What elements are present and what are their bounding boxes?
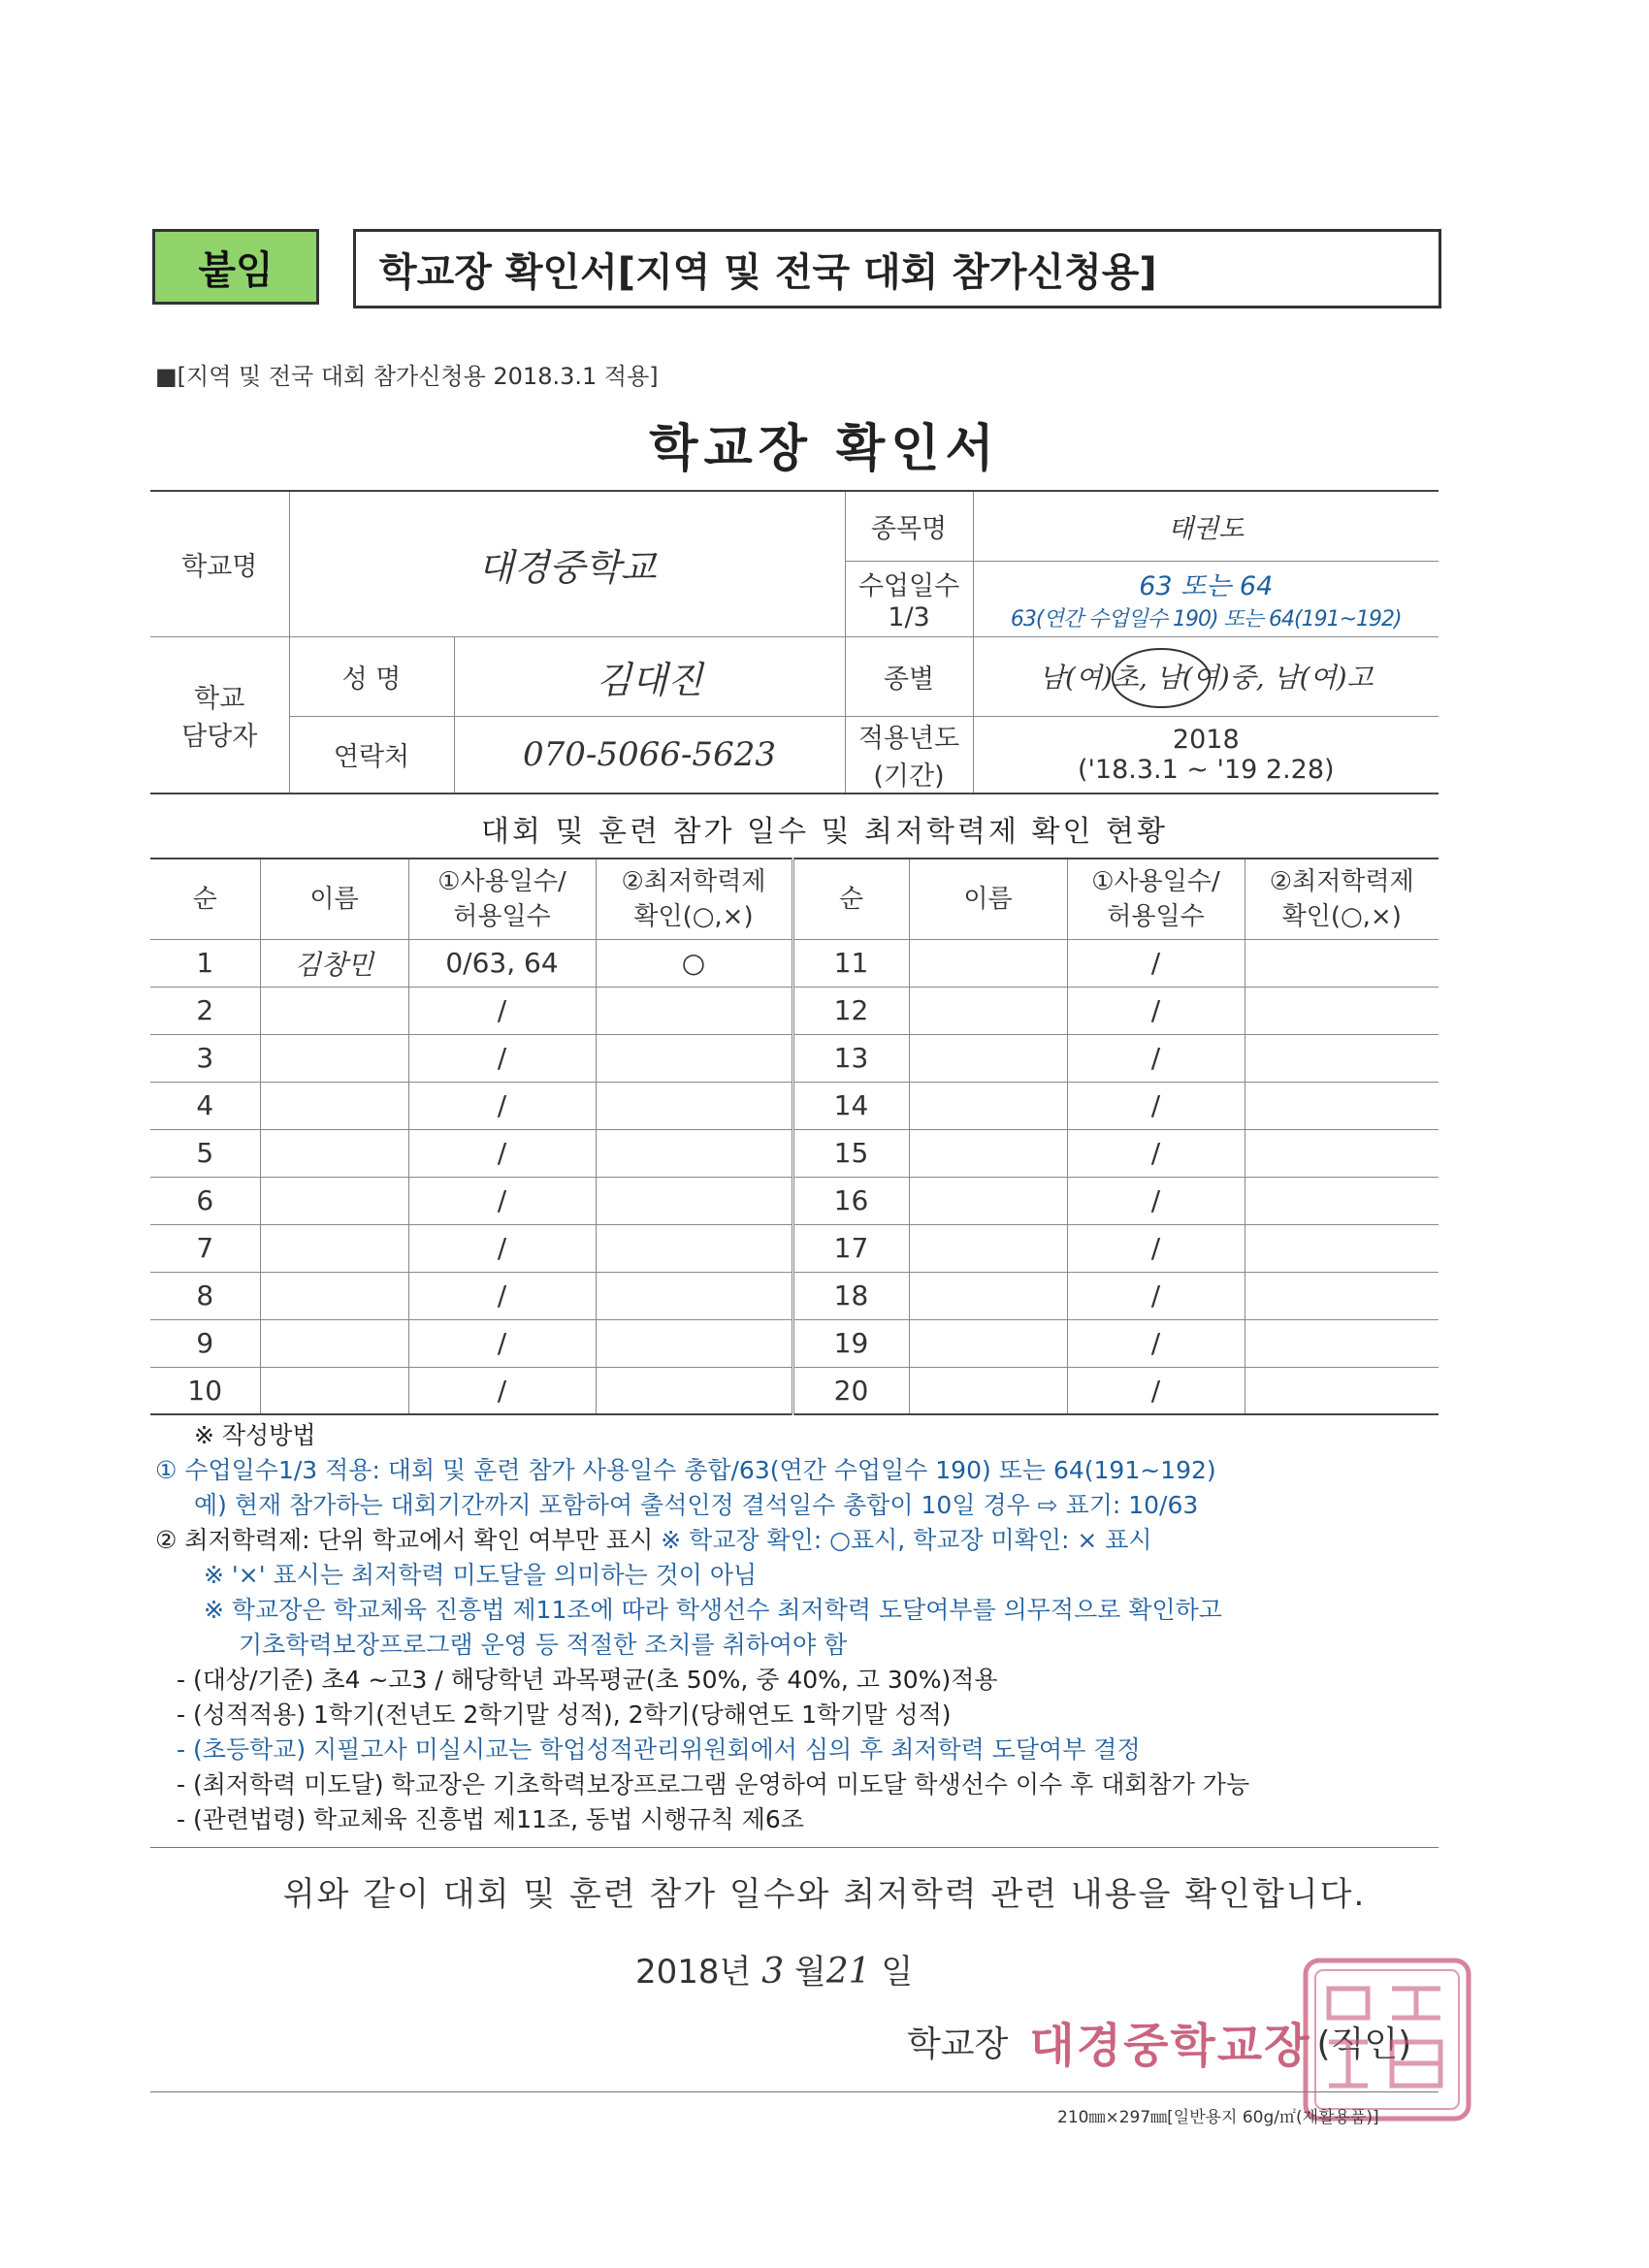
attachment-badge: 붙임 bbox=[152, 229, 319, 305]
year-label: 적용년도 (기간) bbox=[845, 716, 973, 794]
principal-school-stamp: 대경중학교장 bbox=[1029, 2019, 1311, 2073]
contact-group-label: 학교 담당자 bbox=[150, 636, 289, 794]
divider bbox=[150, 2091, 1439, 2092]
row-days: / bbox=[408, 987, 596, 1034]
header-check: ②최저학력제 확인(○,×) bbox=[1245, 859, 1439, 939]
year-value: 2018 ('18.3.1 ~ '19 2.28) bbox=[973, 716, 1439, 794]
table-row bbox=[150, 1272, 1439, 1319]
header-name: 이름 bbox=[909, 859, 1067, 939]
row-name bbox=[909, 1082, 1067, 1129]
row-days: / bbox=[408, 1367, 596, 1414]
row-name bbox=[260, 1129, 408, 1177]
participation-title: 대회 및 훈련 참가 일수 및 최저학력제 확인 현황 bbox=[481, 815, 1168, 849]
row-check bbox=[1245, 1224, 1439, 1272]
table-row bbox=[150, 1224, 1439, 1272]
category-label: 종별 bbox=[845, 636, 973, 716]
row-check bbox=[1245, 1082, 1439, 1129]
row-no: 7 bbox=[150, 1224, 260, 1272]
instruction-line: - (대상/기준) 초4 ~고3 / 해당학년 과목평균(초 50%, 중 40%, 고 30%)적용 bbox=[177, 1666, 998, 1694]
row-name bbox=[909, 1272, 1067, 1319]
row-name bbox=[909, 1129, 1067, 1177]
row-check: ○ bbox=[596, 939, 792, 987]
days-value: 63 또는 64 63(연간 수업일수 190) 또는 64(191~192) bbox=[973, 561, 1439, 636]
row-check bbox=[596, 1319, 792, 1367]
event-value: 태권도 bbox=[973, 491, 1439, 561]
row-check bbox=[596, 1224, 792, 1272]
row-days: / bbox=[408, 1272, 596, 1319]
instruction-line: ① 수업일수1/3 적용: 대회 및 훈련 참가 사용일수 총합/63(연간 수업일수 190) 또는 64(191~192) bbox=[155, 1456, 1216, 1484]
name-label: 성 명 bbox=[289, 636, 454, 716]
header-days: ①사용일수/ 허용일수 bbox=[1067, 859, 1245, 939]
header-no: 순 bbox=[150, 859, 260, 939]
circle-mark-icon bbox=[1108, 645, 1214, 711]
row-name bbox=[260, 1177, 408, 1224]
row-name bbox=[260, 1082, 408, 1129]
school-value: 대경중학교 bbox=[289, 491, 845, 636]
row-name bbox=[909, 1319, 1067, 1367]
instructions-heading: ※ 작성방법 bbox=[194, 1421, 316, 1449]
row-days: / bbox=[1067, 1034, 1245, 1082]
row-name bbox=[260, 1319, 408, 1367]
participation-table bbox=[150, 858, 1439, 1415]
header-name: 이름 bbox=[260, 859, 408, 939]
row-name bbox=[909, 1034, 1067, 1082]
row-name bbox=[260, 987, 408, 1034]
confirmation-text: 위와 같이 대회 및 훈련 참가 일수와 최저학력 관련 내용을 확인합니다. bbox=[282, 1875, 1367, 1914]
row-check bbox=[1245, 1319, 1439, 1367]
form-title: 학교장 확인서 bbox=[649, 420, 1000, 478]
divider bbox=[150, 1847, 1439, 1848]
row-check bbox=[1245, 939, 1439, 987]
row-no: 9 bbox=[150, 1319, 260, 1367]
row-no: 4 bbox=[150, 1082, 260, 1129]
row-days: / bbox=[408, 1034, 596, 1082]
header-days: ①사용일수/ 허용일수 bbox=[408, 859, 596, 939]
row-name bbox=[909, 987, 1067, 1034]
row-no: 5 bbox=[150, 1129, 260, 1177]
row-days: / bbox=[408, 1319, 596, 1367]
row-days: / bbox=[1067, 1129, 1245, 1177]
row-no: 11 bbox=[792, 939, 909, 987]
instruction-line: - (관련법령) 학교체육 진흥법 제11조, 동법 시행규칙 제6조 bbox=[177, 1805, 804, 1833]
row-check bbox=[596, 987, 792, 1034]
row-days: / bbox=[1067, 1082, 1245, 1129]
school-label: 학교명 bbox=[150, 491, 289, 636]
row-no: 18 bbox=[792, 1272, 909, 1319]
instruction-line: ※ 학교장은 학교체육 진흥법 제11조에 따라 학생선수 최저학력 도달여부를 의무적으로 확인하고 bbox=[204, 1596, 1222, 1624]
row-days: / bbox=[408, 1177, 596, 1224]
instruction-line: - (초등학교) 지필고사 미실시교는 학업성적관리위원회에서 심의 후 최저학력 도달여부 결정 bbox=[177, 1735, 1141, 1764]
table-row bbox=[150, 1082, 1439, 1129]
table-row bbox=[150, 1034, 1439, 1082]
row-days: / bbox=[1067, 1177, 1245, 1224]
row-name bbox=[260, 1224, 408, 1272]
instruction-line: - (최저학력 미도달) 학교장은 기초학력보장프로그램 운영하여 미도달 학생선수 이수 후 대회참가 가능 bbox=[177, 1770, 1250, 1798]
row-name bbox=[909, 1367, 1067, 1414]
row-check bbox=[1245, 1367, 1439, 1414]
row-days: / bbox=[408, 1224, 596, 1272]
info-table bbox=[150, 490, 1439, 794]
row-check bbox=[1245, 1034, 1439, 1082]
instruction-line: 기초학력보장프로그램 운영 등 적절한 조치를 취하여야 함 bbox=[239, 1631, 848, 1659]
row-check bbox=[596, 1034, 792, 1082]
row-name bbox=[909, 939, 1067, 987]
row-days: / bbox=[408, 1082, 596, 1129]
row-no: 3 bbox=[150, 1034, 260, 1082]
row-no: 16 bbox=[792, 1177, 909, 1224]
row-name bbox=[909, 1224, 1067, 1272]
principal-label: 학교장 bbox=[907, 2025, 1009, 2064]
phone-value: 070-5066-5623 bbox=[454, 716, 845, 794]
row-days: / bbox=[1067, 939, 1245, 987]
table-row bbox=[150, 1129, 1439, 1177]
instruction-line: ② 최저학력제: 단위 학교에서 확인 여부만 표시 ※ 학교장 확인: ○표시, 학교장 미확인: × 표시 bbox=[155, 1526, 1152, 1554]
instructions bbox=[155, 1418, 1455, 1837]
row-check bbox=[596, 1272, 792, 1319]
header-no: 순 bbox=[792, 859, 909, 939]
row-no: 6 bbox=[150, 1177, 260, 1224]
row-no: 8 bbox=[150, 1272, 260, 1319]
row-no: 20 bbox=[792, 1367, 909, 1414]
row-days: / bbox=[1067, 1272, 1245, 1319]
row-check bbox=[596, 1177, 792, 1224]
row-days: / bbox=[408, 1129, 596, 1177]
header-check: ②최저학력제 확인(○,×) bbox=[596, 859, 792, 939]
confirmation-date: 2018년 3 월21 일 bbox=[635, 1952, 914, 1992]
seal-label: (직인) bbox=[1316, 2025, 1412, 2064]
document-title: 학교장 확인서[지역 및 전국 대회 참가신청용] bbox=[353, 229, 1441, 308]
days-label: 수업일수 1/3 bbox=[845, 561, 973, 636]
instruction-line: 예) 현재 참가하는 대회기간까지 포함하여 출석인정 결석일수 총합이 10일 경우 ⇨ 표기: 10/63 bbox=[194, 1491, 1199, 1519]
row-no: 17 bbox=[792, 1224, 909, 1272]
category-value: 남(여)초, 남(여)중, 남(여)고 bbox=[973, 636, 1439, 716]
row-check bbox=[596, 1082, 792, 1129]
row-check bbox=[1245, 1272, 1439, 1319]
row-days: / bbox=[1067, 987, 1245, 1034]
row-name bbox=[260, 1272, 408, 1319]
participation-table-wrapper bbox=[150, 858, 1439, 1413]
info-table-wrapper bbox=[150, 490, 1439, 794]
event-label: 종목명 bbox=[845, 491, 973, 561]
row-check bbox=[596, 1367, 792, 1414]
table-row bbox=[150, 987, 1439, 1034]
row-name bbox=[909, 1177, 1067, 1224]
paper-spec: 210㎜×297㎜[일반용지 60g/㎡(재활용품)] bbox=[1057, 2108, 1379, 2127]
row-days: 0/63, 64 bbox=[408, 939, 596, 987]
row-name bbox=[260, 1367, 408, 1414]
row-no: 14 bbox=[792, 1082, 909, 1129]
row-no: 10 bbox=[150, 1367, 260, 1414]
row-check bbox=[1245, 987, 1439, 1034]
table-row bbox=[150, 939, 1439, 987]
row-check bbox=[596, 1129, 792, 1177]
row-no: 2 bbox=[150, 987, 260, 1034]
row-no: 13 bbox=[792, 1034, 909, 1082]
table-row bbox=[150, 1177, 1439, 1224]
form-note: ■[지역 및 전국 대회 참가신청용 2018.3.1 적용] bbox=[155, 363, 659, 390]
row-name: 김창민 bbox=[260, 939, 408, 987]
name-value: 김대진 bbox=[454, 636, 845, 716]
row-no: 1 bbox=[150, 939, 260, 987]
row-name bbox=[260, 1034, 408, 1082]
instruction-line: - (성적적용) 1학기(전년도 2학기말 성적), 2학기(당해연도 1학기말 성적) bbox=[177, 1701, 952, 1729]
row-days: / bbox=[1067, 1224, 1245, 1272]
row-days: / bbox=[1067, 1367, 1245, 1414]
row-check bbox=[1245, 1129, 1439, 1177]
row-no: 12 bbox=[792, 987, 909, 1034]
table-row bbox=[150, 1319, 1439, 1367]
official-seal-icon bbox=[1300, 1955, 1474, 2124]
row-check bbox=[1245, 1177, 1439, 1224]
row-no: 15 bbox=[792, 1129, 909, 1177]
instruction-line: ※ '×' 표시는 최저학력 미도달을 의미하는 것이 아님 bbox=[204, 1561, 758, 1589]
row-days: / bbox=[1067, 1319, 1245, 1367]
table-row bbox=[150, 1367, 1439, 1414]
phone-label: 연락처 bbox=[289, 716, 454, 794]
row-no: 19 bbox=[792, 1319, 909, 1367]
participation-header-row bbox=[150, 859, 1439, 939]
